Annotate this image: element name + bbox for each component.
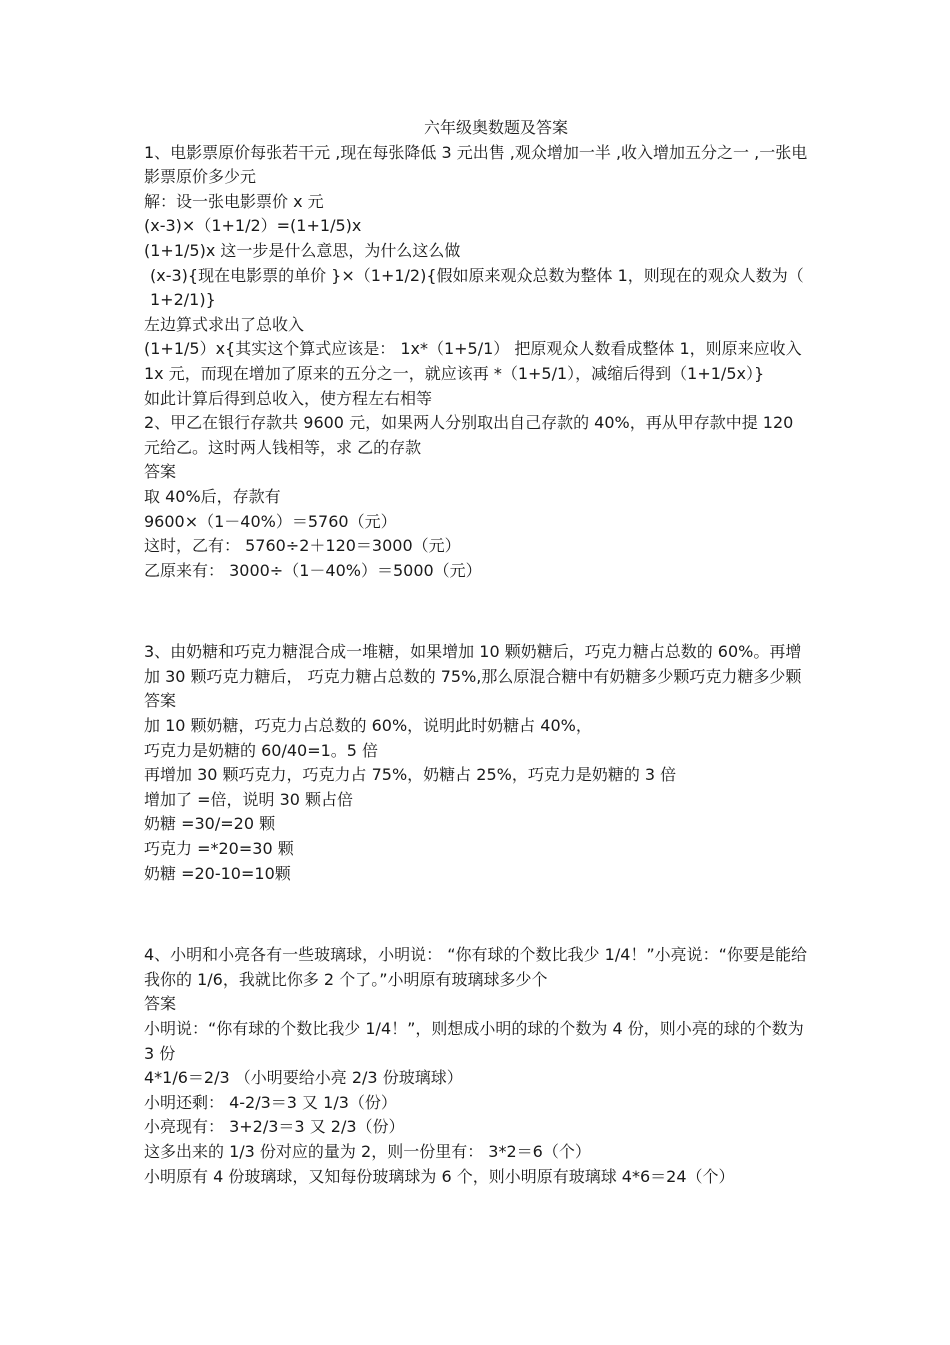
text-line: 加 10 颗奶糖，巧克力占总数的 60%，说明此时奶糖占 40%，	[144, 716, 592, 736]
text-line: 增加了 =倍，说明 30 颗占倍	[144, 789, 354, 809]
text-line: 小明还剩： 4-2/3＝3 又 1/3（份）	[144, 1092, 397, 1112]
text-line: 奶糖 =20-10=10颗	[144, 863, 291, 883]
text-line: 乙原来有： 3000÷（1－40%）＝5000（元）	[144, 560, 482, 580]
text-line: 左边算式求出了总收入	[144, 314, 305, 334]
paragraph-gap	[144, 599, 808, 624]
text-line: 如此计算后得到总收入，使方程左右相等	[144, 388, 433, 408]
text-line: 9600×（1－40%）＝5760（元）	[144, 511, 397, 531]
text-line: 3、由奶糖和巧克力糖混合成一堆糖，如果增加 10 颗奶糖后，巧克力糖占总数的 60%。再增加 30 颗巧克力糖后， 巧克力糖占总数的 75%,那么原混合糖中有奶糖多少颗巧克力糖多少颗	[144, 642, 802, 686]
text-line: 4*1/6＝2/3 （小明要给小亮 2/3 份玻璃球）	[144, 1068, 463, 1088]
text-line: 1、电影票原价每张若干元 ,现在每张降低 3 元出售 ,观众增加一半 ,收入增加五分之一 ,一张电影票原价多少元	[144, 142, 808, 187]
text-line: 小明说：“你有球的个数比我少 1/4！”，则想成小明的球的个数为 4 份，则小亮的球的个数为 3 份	[144, 1019, 809, 1063]
document-body	[144, 141, 808, 1190]
text-line: (1+1/5)x 这一步是什么意思，为什么这么做	[144, 240, 461, 260]
text-line: 小明原有 4 份玻璃球，又知每份玻璃球为 6 个，则小明原有玻璃球 4*6＝24（个）	[144, 1166, 735, 1186]
paragraph-gap	[144, 902, 808, 927]
text-line: 这时，乙有： 5760÷2＋120＝3000（元）	[144, 536, 461, 556]
text-line: (1+1/5）x{其实这个算式应该是： 1x*（1+5/1） 把原观众人数看成整体 1，则原来应收入 1x 元，而现在增加了原来的五分之一，就应该再 *（1+5/1），减缩后得到（1+1/5x）}	[144, 339, 807, 383]
text-line: 巧克力是奶糖的 60/40=1。5 倍	[144, 740, 379, 760]
text-line: 答案	[144, 462, 177, 482]
text-line: 奶糖 =30/=20 颗	[144, 814, 276, 834]
document-page	[144, 116, 808, 1189]
text-line: 小亮现有： 3+2/3＝3 又 2/3（份）	[144, 1117, 405, 1137]
text-line: 2、甲乙在银行存款共 9600 元，如果两人分别取出自己存款的 40%，再从甲存款中提 120 元给乙。这时两人钱相等，求 乙的存款	[144, 413, 799, 457]
text-line: 这多出来的 1/3 份对应的量为 2，则一份里有： 3*2＝6（个）	[144, 1141, 591, 1161]
text-line: 答案	[144, 994, 177, 1014]
document-title: 六年级奥数题及答案	[423, 118, 568, 137]
text-line: (x-3){现在电影票的单价 }×（1+1/2){假如原来观众总数为整体 1，则现在的观众人数为（ 1+2/1)}	[150, 265, 809, 310]
text-line: 再增加 30 颗巧克力，巧克力占 75%，奶糖占 25%，巧克力是奶糖的 3 倍	[144, 765, 677, 785]
text-line: 解：设一张电影票价 x 元	[144, 191, 324, 211]
text-line: 巧克力 =*20=30 颗	[144, 839, 294, 859]
text-line: 取 40%后，存款有	[144, 486, 281, 506]
text-line: 答案	[144, 691, 177, 711]
text-line: (x-3)×（1+1/2）=(1+1/5)x	[144, 216, 362, 236]
text-line: 4、小明和小亮各有一些玻璃球，小明说： “你有球的个数比我少 1/4！”小亮说：“你要是能给我你的 1/6，我就比你多 2 个了。”小明原有玻璃球多少个	[144, 945, 807, 989]
